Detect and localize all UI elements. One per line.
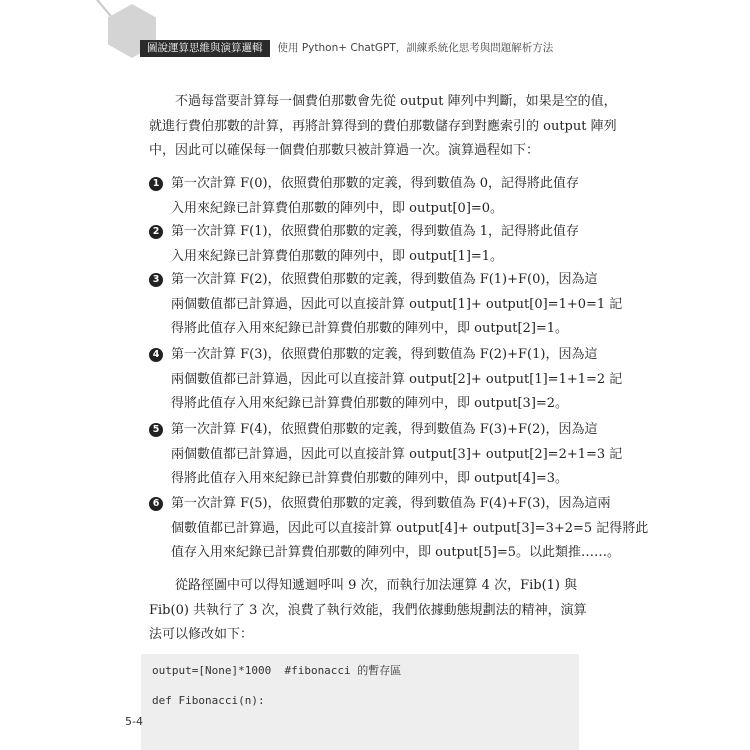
step-number-badge: 1 [149, 177, 163, 191]
step-item-6 [149, 492, 649, 566]
running-header [140, 40, 553, 56]
step-item-1 [149, 172, 589, 221]
code-line: def Fibonacci(n): [152, 694, 265, 707]
text-line: 得將此值存入用來紀錄已計算費伯那數的陣列中，即 output[4]=3。 [171, 471, 569, 486]
book-title-badge: 圖說運算思維與演算邏輯 [140, 40, 270, 57]
text-line: Fib(0) 共執行了 3 次，浪費了執行效能，我們依據動態規劃法的精神，演算 [149, 602, 587, 618]
text-line: 得將此值存入用來紀錄已計算費伯那數的陣列中，即 output[3]=2。 [171, 396, 569, 411]
text-line: 入用來紀錄已計算費伯那數的陣列中，即 output[0]=0。 [171, 200, 504, 216]
text-line: 中，因此可以確保每一個費伯那數只被計算過一次。演算過程如下： [149, 143, 540, 158]
step-item-3 [149, 268, 623, 342]
step-item-2 [149, 220, 589, 269]
text-line: 從路徑圖中可以得知遞迴呼叫 9 次，而執行加法運算 4 次，Fib(1) 與 [175, 578, 578, 593]
step-number-badge: 5 [149, 423, 163, 437]
book-subtitle: 使用 Python+ ChatGPT，訓練系統化思考與問題解析方法 [277, 41, 554, 54]
code-line: output=[None]*1000 #fibonacci 的暫存區 [152, 664, 402, 677]
step-number-badge: 6 [149, 497, 163, 511]
text-line: 不過每當要計算每一個費伯那數會先從 output 陣列中判斷，如果是空的值， [175, 94, 617, 109]
step-number-badge: 2 [149, 225, 163, 239]
intro-paragraph [149, 90, 617, 164]
step-number-badge: 4 [149, 348, 163, 362]
text-line: 兩個數值都已計算過，因此可以直接計算 output[2]+ output[1]=1+1=2 記 [171, 371, 623, 387]
page-number: 5-4 [125, 715, 143, 728]
text-line: 兩個數值都已計算過，因此可以直接計算 output[1]+ output[0]=1+0=1 記 [171, 296, 623, 312]
text-line: 得將此值存入用來紀錄已計算費伯那數的陣列中，即 output[2]=1。 [171, 321, 569, 336]
text-line: 第一次計算 F(2)，依照費伯那數的定義，得到數值為 F(1)+F(0)，因為這 [171, 272, 598, 287]
text-line: 第一次計算 F(1)，依照費伯那數的定義，得到數值為 1，記得將此值存 [171, 224, 579, 239]
text-line: 兩個數值都已計算過，因此可以直接計算 output[3]+ output[2]=2+1=3 記 [171, 446, 623, 462]
code-block [141, 654, 579, 750]
summary-paragraph [149, 574, 587, 648]
step-item-5 [149, 418, 623, 492]
text-line: 第一次計算 F(3)，依照費伯那數的定義，得到數值為 F(2)+F(1)，因為這 [171, 347, 598, 362]
text-line: 法可以修改如下： [149, 627, 254, 642]
text-line: 就進行費伯那數的計算，再將計算得到的費伯那數儲存到對應索引的 output 陣列 [149, 118, 617, 134]
text-line: 個數值都已計算過，因此可以直接計算 output[4]+ output[3]=3+2=5 記得將此 [171, 520, 649, 536]
text-line: 第一次計算 F(5)，依照費伯那數的定義，得到數值為 F(4)+F(3)，因為這兩 [171, 496, 611, 511]
step-number-badge: 3 [149, 273, 163, 287]
text-line: 第一次計算 F(4)，依照費伯那數的定義，得到數值為 F(3)+F(2)，因為這 [171, 422, 598, 437]
text-line: 值存入用來紀錄已計算費伯那數的陣列中，即 output[5]=5。以此類推……。 [171, 545, 621, 560]
step-item-4 [149, 343, 623, 417]
text-line: 入用來紀錄已計算費伯那數的陣列中，即 output[1]=1。 [171, 248, 504, 264]
text-line: 第一次計算 F(0)，依照費伯那數的定義，得到數值為 0，記得將此值存 [171, 176, 579, 191]
